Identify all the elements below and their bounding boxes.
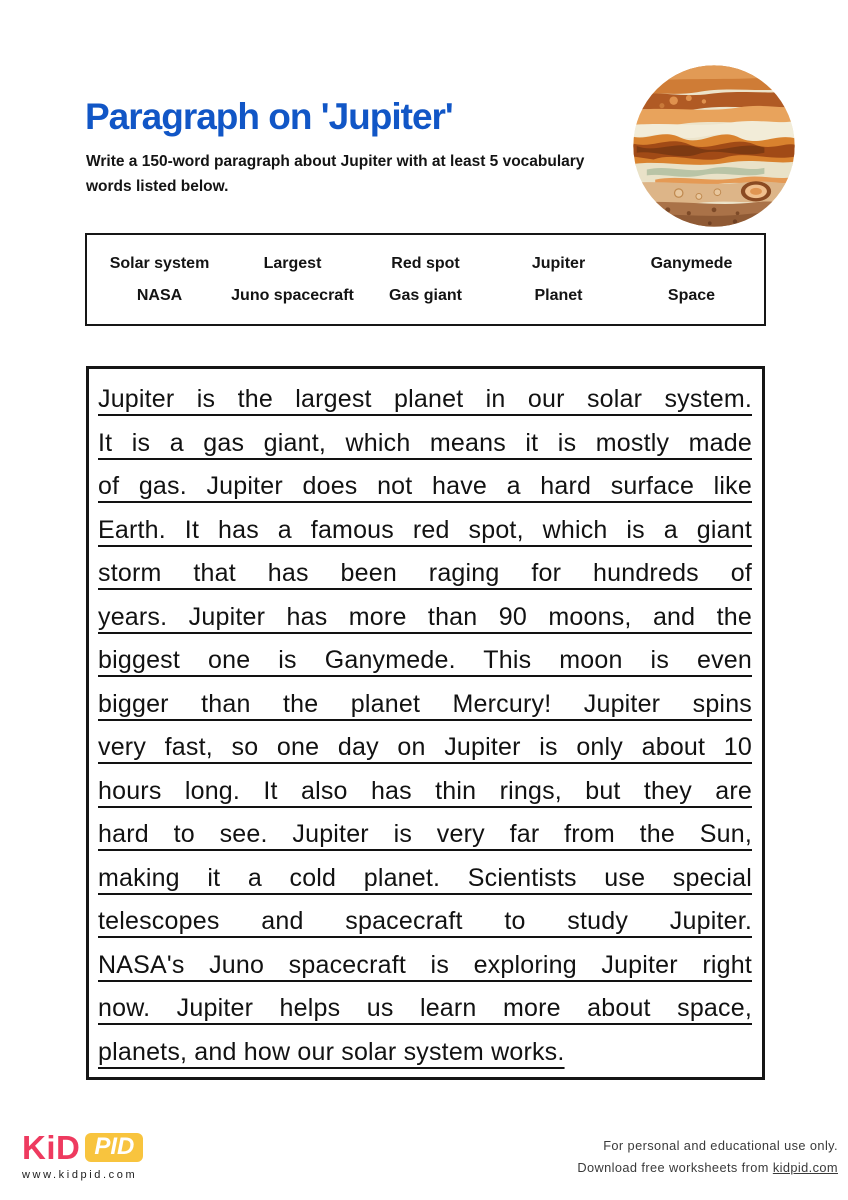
vocab-word: Gas giant	[389, 286, 462, 304]
paragraph-line: storm that has been raging for hundreds of	[98, 559, 752, 587]
vocab-word: Largest	[263, 254, 322, 272]
paragraph-line: of gas. Jupiter does not have a hard surface like	[98, 472, 752, 500]
paragraph-line: very fast, so one day on Jupiter is only about 10	[98, 733, 752, 761]
paragraph-line: years. Jupiter has more than 90 moons, and the	[98, 602, 752, 631]
paragraph-line: bigger than the planet Mercury! Jupiter spins	[98, 689, 752, 718]
paragraph-writing-box	[86, 366, 765, 1080]
vocab-word: Red spot	[391, 254, 460, 272]
footer-note-line2	[577, 1157, 838, 1179]
paragraph-line: Jupiter is the largest planet in our solar system.	[98, 385, 752, 413]
kidpid-link[interactable]: kidpid.com	[772, 1160, 838, 1175]
kidpid-logo	[22, 1131, 143, 1181]
vocab-word: Jupiter	[531, 254, 586, 272]
logo-pid-badge: PID	[85, 1133, 143, 1162]
vocab-word: Juno spacecraft	[231, 286, 354, 304]
vocab-word: Space	[667, 286, 716, 304]
vocab-word: Ganymede	[650, 254, 733, 272]
footer-note-line2-prefix: Download free worksheets from	[577, 1160, 773, 1175]
jupiter-planet-icon	[630, 62, 798, 230]
footer-usage-note	[577, 1135, 838, 1179]
footer-note-line1: For personal and educational use only.	[603, 1138, 838, 1153]
jupiter-illustration	[630, 62, 798, 230]
vocabulary-box	[85, 233, 766, 326]
vocab-word: Solar system	[109, 254, 210, 272]
paragraph-line: telescopes and spacecraft to study Jupiter.	[98, 907, 752, 935]
paragraph-line: biggest one is Ganymede. This moon is even	[98, 646, 752, 674]
paragraph-line: making it a cold planet. Scientists use special	[98, 863, 752, 892]
paragraph-line: now. Jupiter helps us learn more about space,	[98, 994, 752, 1022]
paragraph-line: Earth. It has a famous red spot, which is a giant	[98, 515, 752, 544]
page-title: Paragraph on 'Jupiter'	[85, 96, 453, 137]
paragraph-line: NASA's Juno spacecraft is exploring Jupiter right	[98, 950, 752, 979]
vocab-word: NASA	[136, 286, 183, 304]
paragraph-line: hours long. It also has thin rings, but they are	[98, 776, 752, 805]
paragraph-line: It is a gas giant, which means it is mostly made	[98, 428, 752, 457]
logo-kid-text: KiD	[22, 1129, 81, 1166]
instructions-text: Write a 150-word paragraph about Jupiter with at least 5 vocabulary words listed below.	[86, 153, 585, 196]
logo-website-text: www.kidpid.com	[22, 1169, 138, 1181]
paragraph-line: hard to see. Jupiter is very far from the Sun,	[98, 820, 752, 848]
vocab-word: Planet	[534, 286, 583, 304]
paragraph-line: planets, and how our solar system works.	[98, 1037, 565, 1066]
